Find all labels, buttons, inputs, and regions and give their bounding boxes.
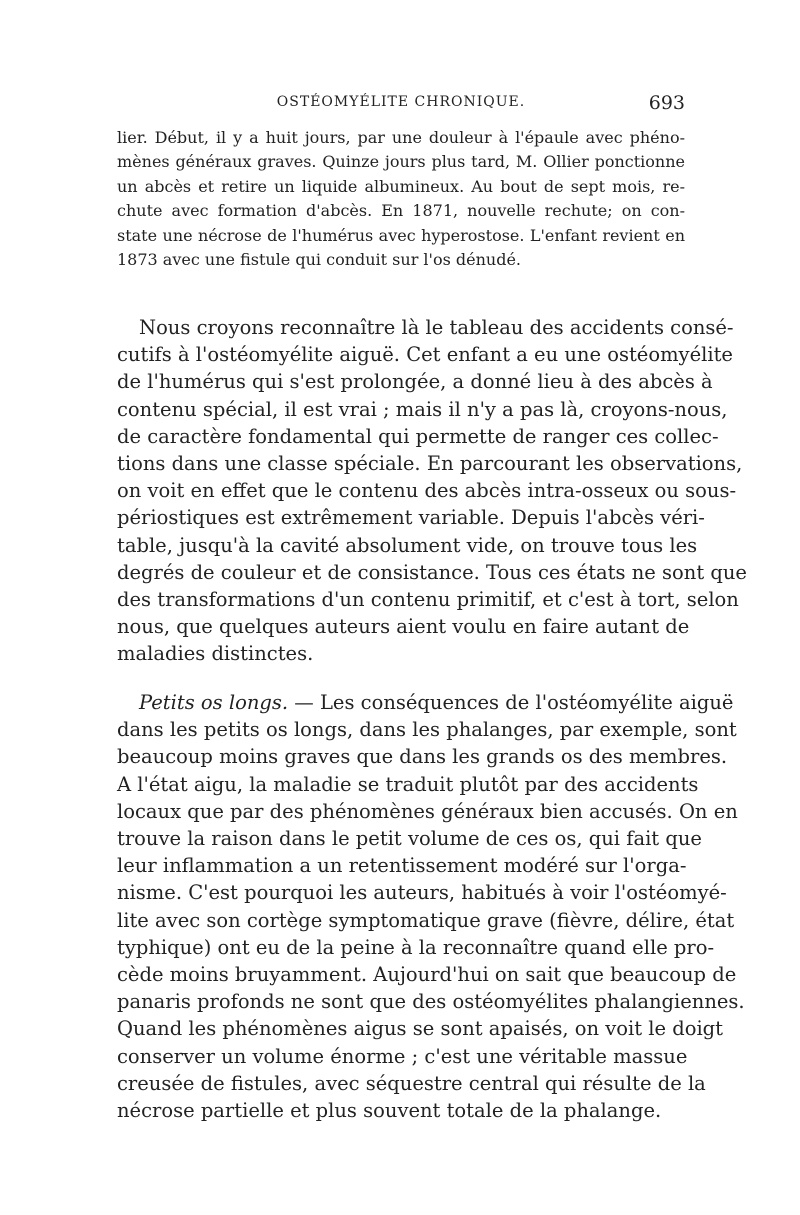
text-line: un abcès et retire un liquide albumineux. Au bout de sept mois, re- bbox=[117, 176, 685, 196]
text-line: A l'état aigu, la maladie se traduit plutôt par des accidents bbox=[117, 772, 699, 796]
text-line: maladies distinctes. bbox=[117, 642, 314, 666]
text-line: mènes généraux graves. Quinze jours plus tard, M. Ollier ponctionne bbox=[117, 152, 685, 172]
text-line: 1873 avec une fistule qui conduit sur l'os dénudé. bbox=[117, 250, 521, 270]
text-line: de caractère fondamental qui permette de ranger ces collec- bbox=[117, 424, 719, 448]
text-line: state une nécrose de l'humérus avec hyperostose. L'enfant revient en bbox=[117, 225, 685, 245]
text-line: on voit en effet que le contenu des abcès intra-osseux ou sous- bbox=[117, 479, 737, 503]
paragraph-1 bbox=[117, 314, 747, 668]
paragraph-2 bbox=[117, 689, 745, 1124]
section-title: Petits os longs. bbox=[139, 691, 289, 714]
text-line: degrés de couleur et de consistance. Tous ces états ne sont que bbox=[117, 560, 747, 584]
text-line: leur inflammation a un retentissement modéré sur l'orga- bbox=[117, 854, 687, 878]
text-line: des transformations d'un contenu primitif, et c'est à tort, selon bbox=[117, 588, 739, 612]
text-line: Quand les phénomènes aigus se sont apaisés, on voit le doigt bbox=[117, 1017, 724, 1041]
text-line: nous, que quelques auteurs aient voulu en faire autant de bbox=[117, 615, 690, 639]
text-line: locaux que par des phénomènes généraux bien accusés. On en bbox=[117, 799, 738, 823]
text-line: trouve la raison dans le petit volume de ces os, qui fait que bbox=[117, 827, 702, 851]
page-number: 693 bbox=[648, 92, 685, 114]
case-note bbox=[117, 126, 685, 272]
text-line: Nous croyons reconnaître là le tableau des accidents consé- bbox=[139, 316, 734, 339]
text-line: table, jusqu'à la cavité absolument vide, on trouve tous les bbox=[117, 533, 698, 557]
page-header bbox=[117, 92, 685, 116]
text-line bbox=[117, 689, 734, 716]
text-line: nisme. C'est pourquoi les auteurs, habitués à voir l'ostéomyé- bbox=[117, 881, 727, 905]
text-line: conserver un volume énorme ; c'est une véritable massue bbox=[117, 1044, 688, 1068]
text-line: panaris profonds ne sont que des ostéomyélites phalangiennes. bbox=[117, 990, 745, 1014]
text-line: chute avec formation d'abcès. En 1871, nouvelle rechute; on con- bbox=[117, 201, 685, 221]
text-line: beaucoup moins graves que dans les grands os des membres. bbox=[117, 745, 728, 769]
text-line: de l'humérus qui s'est prolongée, a donné lieu à des abcès à bbox=[117, 370, 713, 394]
text-line: lier. Début, il y a huit jours, par une douleur à l'épaule avec phéno- bbox=[117, 128, 685, 147]
text-line: cutifs à l'ostéomyélite aiguë. Cet enfant a eu une ostéomyélite bbox=[117, 343, 733, 367]
text-line: contenu spécial, il est vrai ; mais il n'y a pas là, croyons-nous, bbox=[117, 397, 728, 421]
running-title: OSTÉOMYÉLITE CHRONIQUE. bbox=[276, 94, 526, 110]
text-line: creusée de fistules, avec séquestre central qui résulte de la bbox=[117, 1071, 706, 1095]
text-line: lite avec son cortège symptomatique grave (fièvre, délire, état bbox=[117, 908, 735, 932]
text-line: nécrose partielle et plus souvent totale de la phalange. bbox=[117, 1099, 662, 1123]
first-line-text: — Les conséquences de l'ostéomyélite aiguë bbox=[288, 691, 734, 714]
text-line: typhique) ont eu de la peine à la reconnaître quand elle pro- bbox=[117, 935, 715, 959]
text-line: tions dans une classe spéciale. En parcourant les observations, bbox=[117, 452, 743, 476]
text-line: dans les petits os longs, dans les phalanges, par exemple, sont bbox=[117, 718, 737, 742]
text-line: cède moins bruyamment. Aujourd'hui on sait que beaucoup de bbox=[117, 963, 737, 987]
text-line: périostiques est extrêmement variable. Depuis l'abcès véri- bbox=[117, 506, 705, 530]
